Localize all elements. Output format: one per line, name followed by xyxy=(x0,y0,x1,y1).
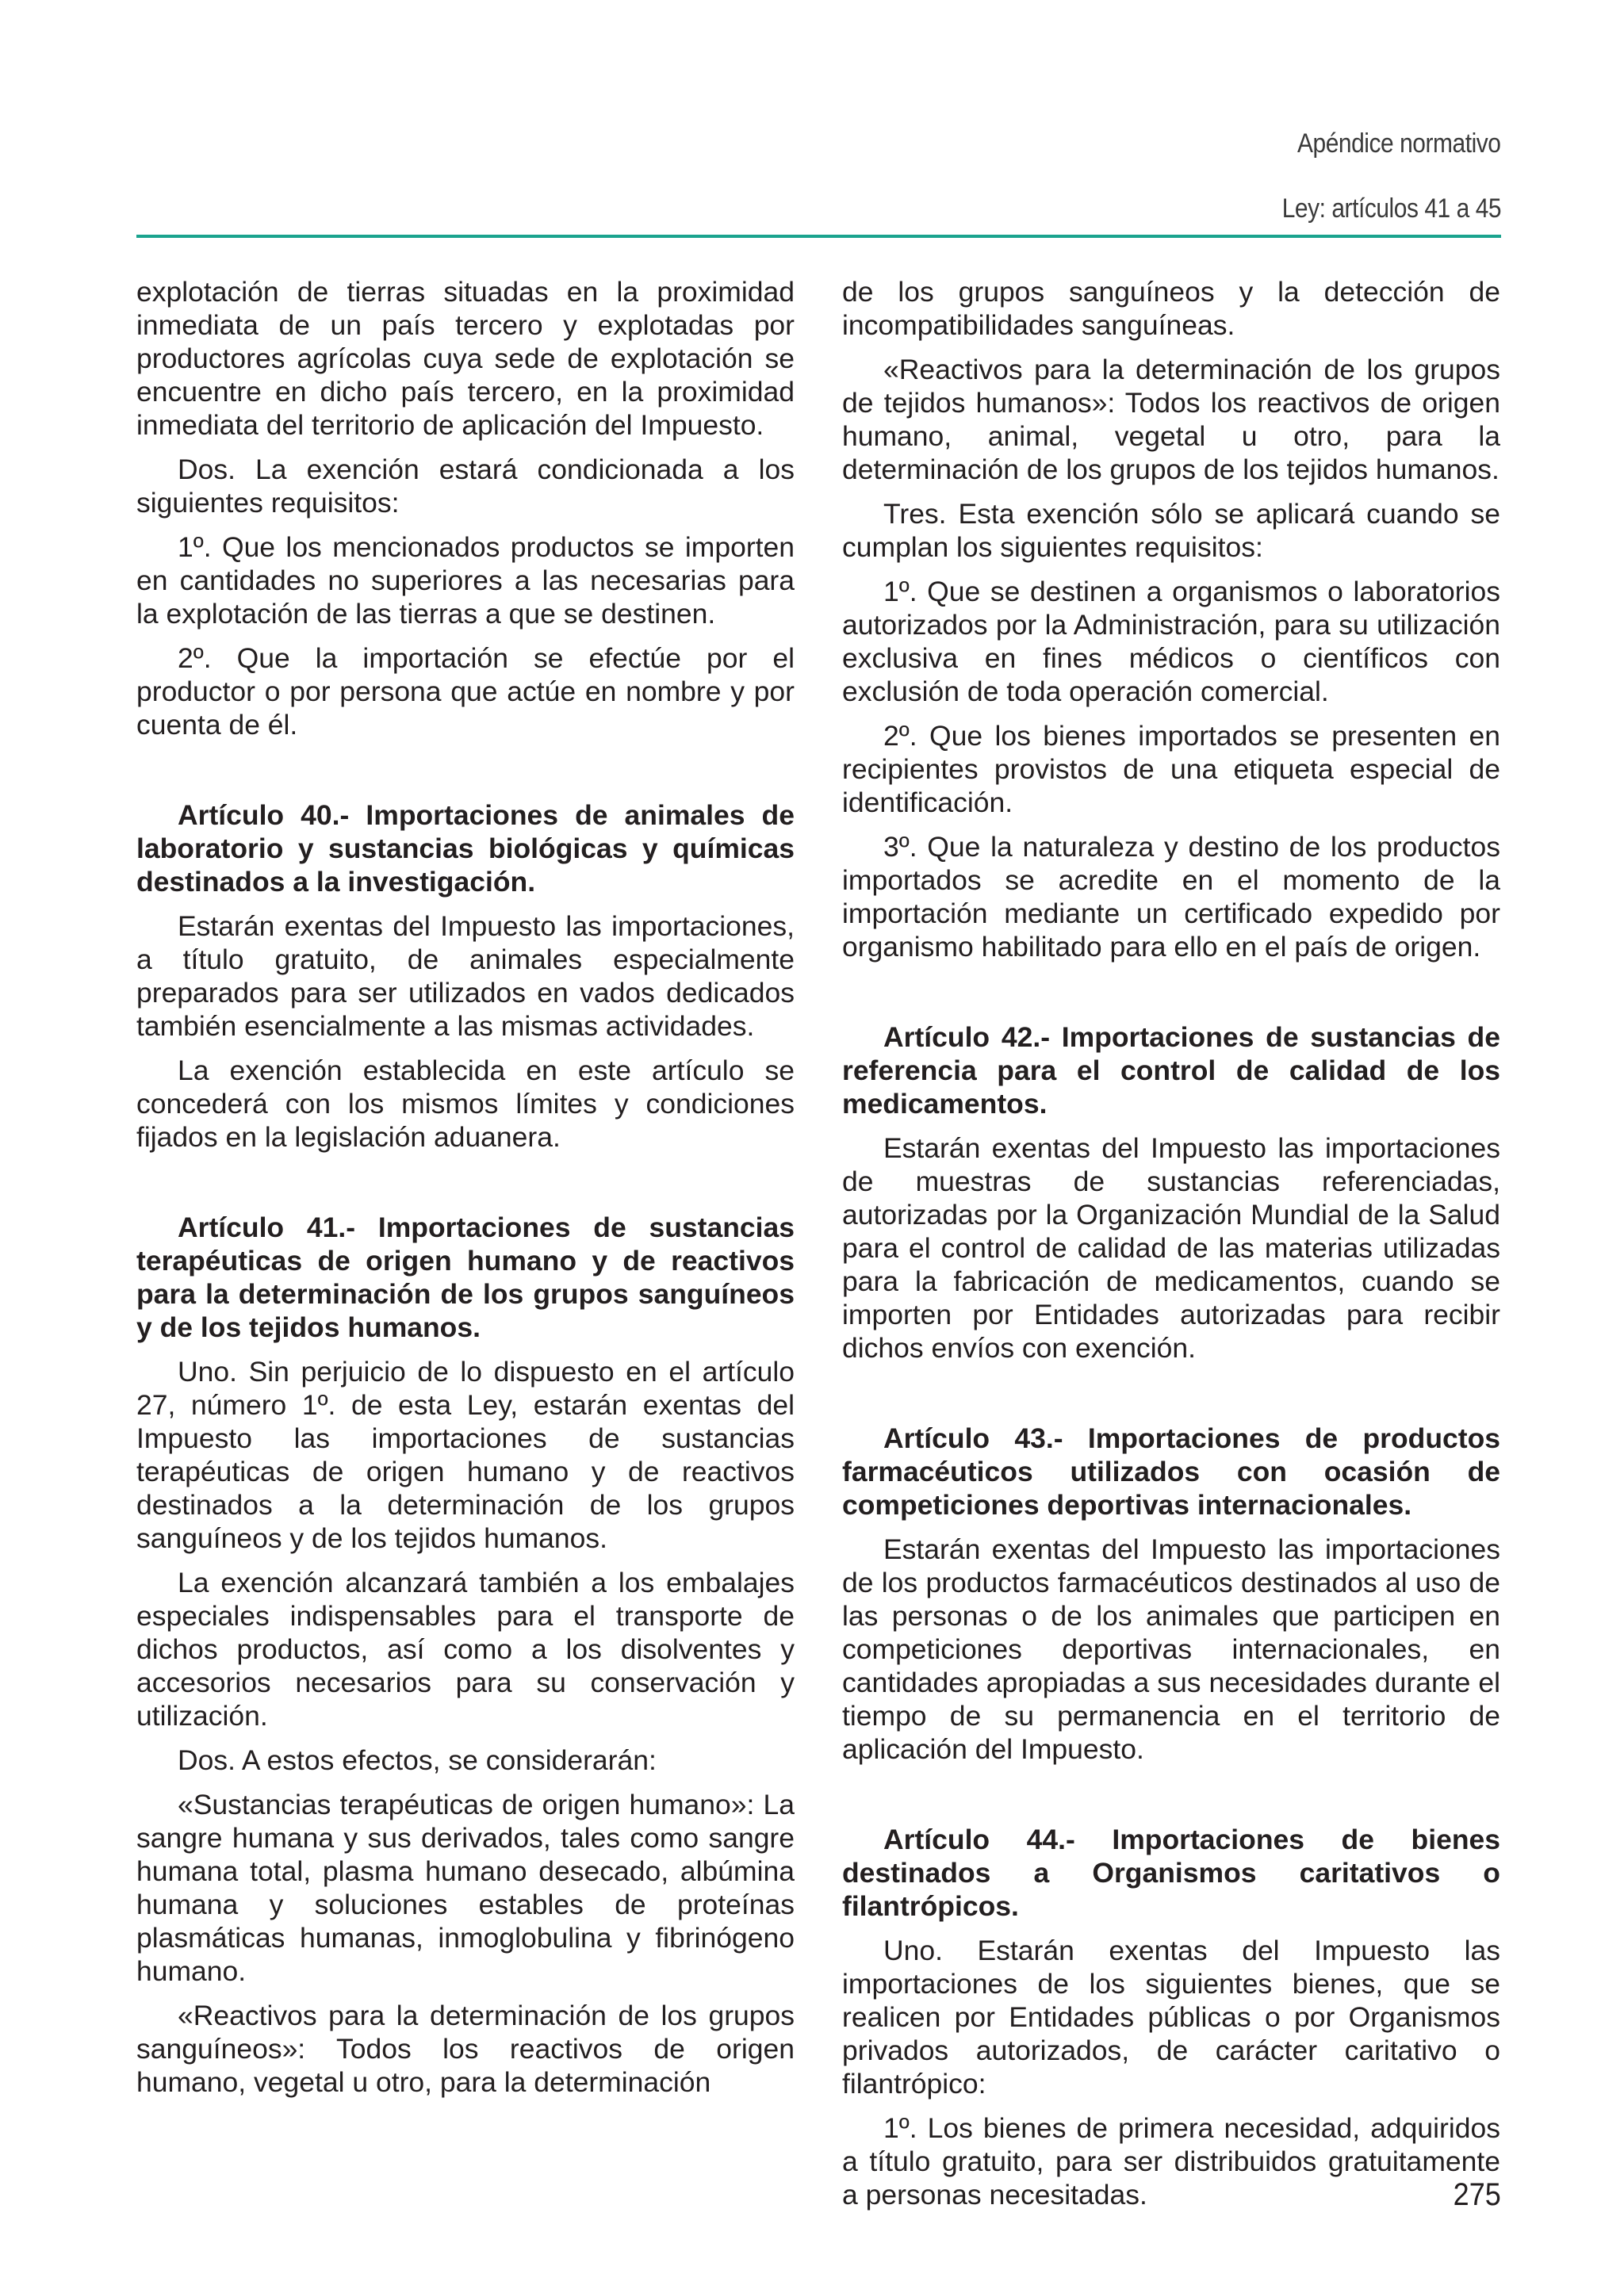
paragraph: Uno. Sin perjuicio de lo dispuesto en el artículo 27, número 1º. de esta Ley, estarán exentas del Impuesto las importaciones de sustancias terapéuticas de origen humano y de reactivos destinados a la determinación de los grupos sanguíneos y de los tejidos humanos. xyxy=(136,1356,795,1554)
running-header-subtitle: Ley: artículos 41 a 45 xyxy=(1281,193,1501,224)
paragraph: 1º. Que se destinen a organismos o laboratorios autorizados por la Administración, para su utilización exclusiva en fines médicos o científicos con exclusión de toda operación comercial. xyxy=(842,576,1500,707)
paragraph: Dos. La exención estará condicionada a los siguientes requisitos: xyxy=(136,454,795,519)
article-40-heading: Artículo 40.- Importaciones de animales de laboratorio y sustancias biológicas y químicas destinados a la investigación. xyxy=(136,799,795,898)
paragraph: Tres. Esta exención sólo se aplicará cuando se cumplan los siguientes requisitos: xyxy=(842,498,1500,563)
header-rule xyxy=(136,235,1501,238)
paragraph: Estarán exentas del Impuesto las importaciones de los productos farmacéuticos destinados al uso de las personas o de los animales que participen en competiciones deportivas internacionales, en cantidades apropiadas a sus necesidades durante el tiempo de su permanencia en el territorio de aplicación del Impuesto. xyxy=(842,1533,1500,1765)
article-43-heading: Artículo 43.- Importaciones de productos farmacéuticos utilizados con ocasión de competiciones deportivas internacionales. xyxy=(842,1422,1500,1521)
paragraph: Estarán exentas del Impuesto las importaciones de muestras de sustancias referenciadas, autorizadas por la Organización Mundial de la Salud para el control de calidad de las materias utilizadas para la fabricación de medicamentos, cuando se importen por Entidades autorizadas para recibir dichos envíos con exención. xyxy=(842,1132,1500,1364)
left-column xyxy=(136,275,795,2110)
paragraph: 1º. Que los mencionados productos se importen en cantidades no superiores a las necesarias para la explotación de las tierras a que se destinen. xyxy=(136,531,795,630)
running-header-section: Apéndice normativo xyxy=(1297,128,1501,159)
article-42-heading: Artículo 42.- Importaciones de sustancias de referencia para el control de calidad de los medicamentos. xyxy=(842,1021,1500,1120)
paragraph: 2º. Que los bienes importados se presenten en recipientes provistos de una etiqueta especial de identificación. xyxy=(842,720,1500,818)
paragraph: Uno. Estarán exentas del Impuesto las importaciones de los siguientes bienes, que se realicen por Entidades públicas o por Organismos privados autorizados, de carácter caritativo o filantrópico: xyxy=(842,1935,1500,2100)
paragraph: «Reactivos para la determinación de los grupos de tejidos humanos»: Todos los reactivos de origen humano, animal, vegetal u otro, para la determinación de los grupos de los tejidos humanos. xyxy=(842,354,1500,485)
paragraph: 2º. Que la importación se efectúe por el productor o por persona que actúe en nombre y por cuenta de él. xyxy=(136,642,795,741)
paragraph: explotación de tierras situadas en la proximidad inmediata de un país tercero y explotadas por productores agrícolas cuya sede de explotación se encuentre en dicho país tercero, en la proximidad inmediata del territorio de aplicación del Impuesto. xyxy=(136,276,795,441)
paragraph: Estarán exentas del Impuesto las importaciones, a título gratuito, de animales especialmente preparados para ser utilizados en vados dedicados también esencialmente a las mismas actividades. xyxy=(136,910,795,1042)
paragraph: Dos. A estos efectos, se considerarán: xyxy=(178,1744,657,1776)
paragraph: «Sustancias terapéuticas de origen humano»: La sangre humana y sus derivados, tales como sangre humana total, plasma humano desecado, albúmina humana y soluciones estables de proteínas plasmáticas humanas, inmoglobulina y fibrinógeno humano. xyxy=(136,1789,795,1987)
article-44-heading: Artículo 44.- Importaciones de bienes destinados a Organismos caritativos o filantrópicos. xyxy=(842,1824,1500,1922)
paragraph: 3º. Que la naturaleza y destino de los productos importados se acredite en el momento de la importación mediante un certificado expedido por organismo habilitado para ello en el país de origen. xyxy=(842,831,1500,963)
right-column xyxy=(842,275,1500,2222)
paragraph: «Reactivos para la determinación de los grupos sanguíneos»: Todos los reactivos de origen humano, vegetal u otro, para la determinación xyxy=(136,2000,795,2098)
paragraph: de los grupos sanguíneos y la detección de incompatibilidades sanguíneas. xyxy=(842,276,1500,341)
page-number: 275 xyxy=(1453,2177,1501,2212)
paragraph: 1º. Los bienes de primera necesidad, adquiridos a título gratuito, para ser distribuidos gratuitamente a personas necesitadas. xyxy=(842,2112,1500,2211)
paragraph: La exención alcanzará también a los embalajes especiales indispensables para el transporte de dichos productos, así como a los disolventes y accesorios necesarios para su conservación y utilización. xyxy=(136,1567,795,1732)
paragraph: La exención establecida en este artículo se concederá con los mismos límites y condiciones fijados en la legislación aduanera. xyxy=(136,1055,795,1153)
article-41-heading: Artículo 41.- Importaciones de sustancias terapéuticas de origen humano y de reactivos para la determinación de los grupos sanguíneos y de los tejidos humanos. xyxy=(136,1212,795,1343)
